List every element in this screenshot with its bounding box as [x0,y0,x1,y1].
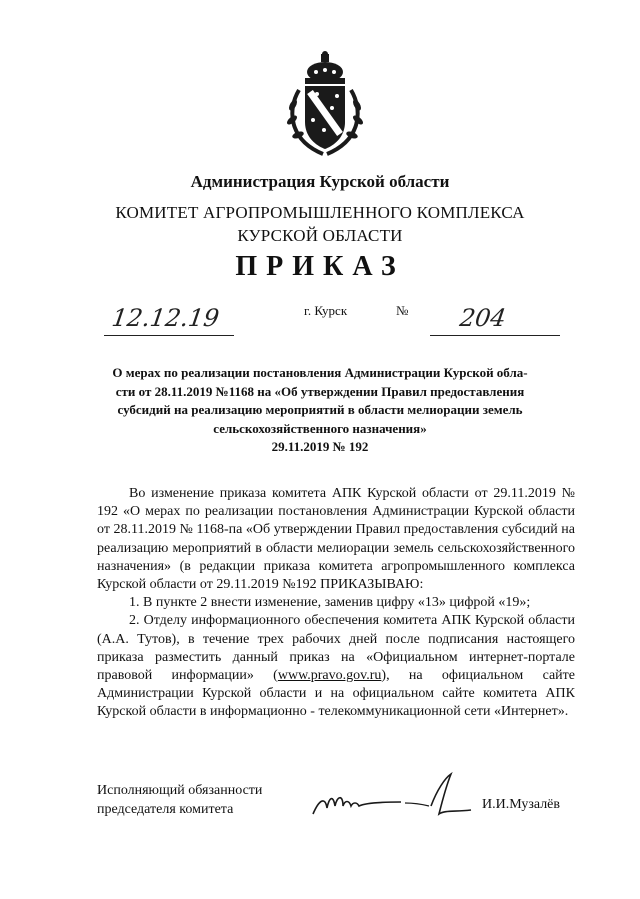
body-item-2-text: 2. Отделу информационного обеспечения комитета АПК Курской области (А.А. Тутов), в течение трех рабочих дней после подписания настоящего приказа разместить данный приказ на «Официальном интернет-портале правовой информации» ( [97,613,575,684]
kursk-coat-of-arms-icon [283,50,367,160]
body-item-2 [97,612,575,721]
body-paragraph: Во изменение приказа комитета АПК Курской области от 29.11.2019 № 192 «О мерах по реализации постановления Администрации Курской области от 28.11.2019 № 1168-па «Об утверждении Правил предоставления субсидий на реализацию мероприятий в области мелиорации земель сельскохозяйственного назначения» (в редакции приказа комитета агропромышленного комплекса Курской области от 29.11.2019 №192 ПРИКАЗЫВАЮ: [97,486,575,593]
signer-position-line-2: председателя комитета [97,802,234,817]
handwritten-number: 204 [458,304,508,332]
handwritten-date: 12.12.19 [110,304,221,332]
signer-name: И.И.Музалёв [482,797,560,812]
title-line: сельскохозяйственного назначения» [213,420,427,436]
signer-position-line-1: Исполняющий обязанности [97,783,263,798]
title-date-number: 29.11.2019 № 192 [271,439,369,454]
document-body [97,485,575,722]
body-item-1: 1. В пункте 2 внести изменение, заменив цифру «13» цифрой «19»; [129,595,531,611]
date-underline [104,335,234,336]
number-underline [430,335,560,336]
document-title [40,364,600,457]
pravo-gov-link[interactable]: www.pravo.gov.ru [277,668,382,684]
title-line: субсидий на реализацию мероприятий в области мелиорации земель [117,402,523,417]
committee-name [0,201,640,247]
handwritten-signature [305,770,480,822]
committee-line-1: КОМИТЕТ АГРОПРОМЫШЛЕННОГО КОМПЛЕКСА [115,203,525,222]
title-line: сти от 28.11.2019 №1168 на «Об утверждении Правил предоставления [115,383,525,399]
title-line: О мерах по реализации постановления Администрации Курской обла- [112,365,528,380]
doc-type-heading: ПРИКАЗ [235,251,405,282]
committee-line-2: КУРСКОЙ ОБЛАСТИ [237,226,403,245]
number-sign: № [396,303,409,318]
signer-position [97,781,262,819]
city-label: г. Курск [304,303,348,318]
body-item-2-text-end: ), на официальном сайте Администрации Курской области и на официальном сайте комитета АПК Курской области в информационно - телекоммуникационной сети «Интернет». [97,668,576,720]
org-name: Администрация Курской области [190,172,450,191]
